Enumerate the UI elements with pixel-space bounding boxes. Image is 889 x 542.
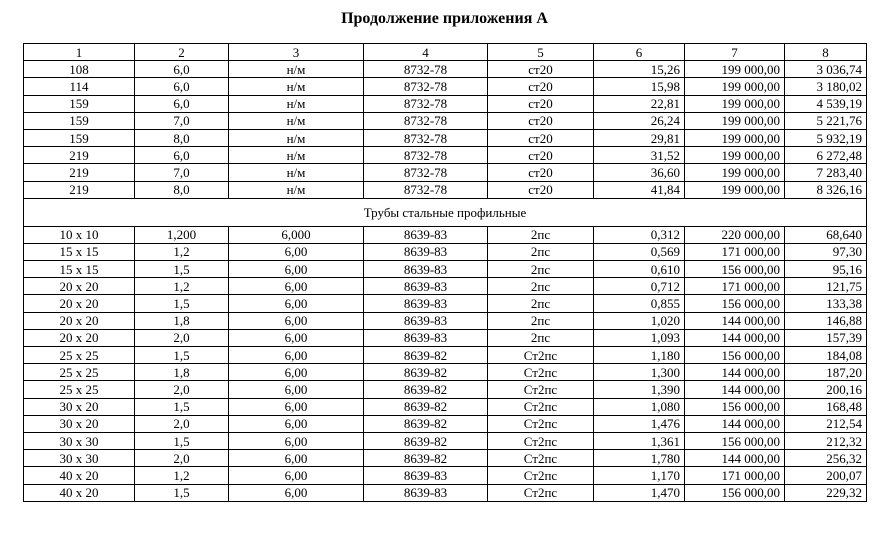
- cell-col3: 6,00: [229, 415, 364, 432]
- cell-col6: 1,020: [594, 312, 685, 329]
- cell-col4: 8639-83: [364, 312, 488, 329]
- cell-col8: 256,32: [785, 450, 867, 467]
- cell-col8: 6 272,48: [785, 147, 867, 164]
- header-row: [24, 44, 867, 61]
- cell-col5: ст20: [488, 129, 594, 146]
- header-cell-col6: 6: [594, 44, 685, 61]
- cell-col8: 133,38: [785, 295, 867, 312]
- cell-col3: н/м: [229, 112, 364, 129]
- cell-col4: 8639-83: [364, 484, 488, 501]
- table-row: [24, 243, 867, 260]
- cell-col1: 25 х 25: [24, 364, 135, 381]
- cell-col8: 212,32: [785, 432, 867, 449]
- cell-col6: 1,476: [594, 415, 685, 432]
- cell-col4: 8732-78: [364, 112, 488, 129]
- cell-col8: 95,16: [785, 261, 867, 278]
- cell-col5: ст20: [488, 112, 594, 129]
- cell-col8: 146,88: [785, 312, 867, 329]
- cell-col5: ст20: [488, 78, 594, 95]
- table-row: [24, 484, 867, 501]
- cell-col1: 20 х 20: [24, 278, 135, 295]
- table-row: [24, 278, 867, 295]
- cell-col1: 30 х 30: [24, 432, 135, 449]
- cell-col4: 8639-83: [364, 243, 488, 260]
- table-row: [24, 129, 867, 146]
- table-row: [24, 295, 867, 312]
- cell-col1: 20 х 20: [24, 312, 135, 329]
- cell-col3: 6,00: [229, 243, 364, 260]
- cell-col6: 15,26: [594, 61, 685, 78]
- cell-col8: 229,32: [785, 484, 867, 501]
- cell-col2: 1,5: [135, 347, 229, 364]
- table-row: [24, 347, 867, 364]
- cell-col7: 144 000,00: [685, 312, 785, 329]
- cell-col6: 1,361: [594, 432, 685, 449]
- cell-col6: 22,81: [594, 95, 685, 112]
- cell-col6: 31,52: [594, 147, 685, 164]
- cell-col1: 159: [24, 129, 135, 146]
- cell-col1: 10 х 10: [24, 226, 135, 243]
- table-row: [24, 432, 867, 449]
- cell-col4: 8639-82: [364, 432, 488, 449]
- cell-col5: Ст2пс: [488, 347, 594, 364]
- cell-col3: 6,00: [229, 381, 364, 398]
- cell-col3: 6,00: [229, 450, 364, 467]
- cell-col6: 1,080: [594, 398, 685, 415]
- cell-col3: 6,000: [229, 226, 364, 243]
- cell-col3: н/м: [229, 61, 364, 78]
- cell-col2: 1,5: [135, 261, 229, 278]
- table-row: [24, 261, 867, 278]
- cell-col7: 156 000,00: [685, 398, 785, 415]
- cell-col2: 2,0: [135, 415, 229, 432]
- cell-col8: 7 283,40: [785, 164, 867, 181]
- cell-col1: 20 х 20: [24, 295, 135, 312]
- cell-col2: 7,0: [135, 112, 229, 129]
- cell-col4: 8732-78: [364, 95, 488, 112]
- cell-col4: 8732-78: [364, 181, 488, 198]
- cell-col6: 1,780: [594, 450, 685, 467]
- cell-col5: 2пс: [488, 261, 594, 278]
- data-table: [23, 43, 867, 502]
- cell-col1: 159: [24, 112, 135, 129]
- cell-col2: 1,5: [135, 398, 229, 415]
- table-row: [24, 364, 867, 381]
- cell-col7: 199 000,00: [685, 129, 785, 146]
- cell-col1: 20 х 20: [24, 329, 135, 346]
- table-row: [24, 467, 867, 484]
- cell-col5: ст20: [488, 61, 594, 78]
- cell-col4: 8639-83: [364, 278, 488, 295]
- cell-col8: 121,75: [785, 278, 867, 295]
- cell-col8: 187,20: [785, 364, 867, 381]
- cell-col1: 219: [24, 181, 135, 198]
- cell-col7: 199 000,00: [685, 78, 785, 95]
- cell-col4: 8639-83: [364, 329, 488, 346]
- cell-col8: 3 180,02: [785, 78, 867, 95]
- cell-col3: 6,00: [229, 467, 364, 484]
- cell-col7: 156 000,00: [685, 347, 785, 364]
- cell-col5: ст20: [488, 164, 594, 181]
- cell-col2: 6,0: [135, 61, 229, 78]
- cell-col1: 30 х 20: [24, 415, 135, 432]
- cell-col6: 0,855: [594, 295, 685, 312]
- cell-col4: 8639-83: [364, 261, 488, 278]
- table-row: [24, 450, 867, 467]
- cell-col6: 1,390: [594, 381, 685, 398]
- cell-col8: 157,39: [785, 329, 867, 346]
- cell-col1: 219: [24, 147, 135, 164]
- cell-col2: 6,0: [135, 95, 229, 112]
- cell-col2: 1,200: [135, 226, 229, 243]
- cell-col6: 1,180: [594, 347, 685, 364]
- cell-col5: 2пс: [488, 312, 594, 329]
- cell-col2: 1,8: [135, 312, 229, 329]
- cell-col4: 8639-82: [364, 347, 488, 364]
- cell-col1: 40 х 20: [24, 484, 135, 501]
- cell-col1: 108: [24, 61, 135, 78]
- cell-col2: 2,0: [135, 329, 229, 346]
- cell-col5: Ст2пс: [488, 484, 594, 501]
- cell-col2: 1,5: [135, 432, 229, 449]
- table-row: [24, 381, 867, 398]
- cell-col4: 8732-78: [364, 78, 488, 95]
- cell-col5: ст20: [488, 95, 594, 112]
- cell-col4: 8732-78: [364, 129, 488, 146]
- cell-col2: 1,5: [135, 295, 229, 312]
- cell-col4: 8639-82: [364, 381, 488, 398]
- cell-col6: 41,84: [594, 181, 685, 198]
- cell-col3: н/м: [229, 129, 364, 146]
- cell-col4: 8639-82: [364, 398, 488, 415]
- header-cell-col7: 7: [685, 44, 785, 61]
- cell-col6: 1,300: [594, 364, 685, 381]
- cell-col6: 0,610: [594, 261, 685, 278]
- cell-col8: 4 539,19: [785, 95, 867, 112]
- cell-col7: 156 000,00: [685, 432, 785, 449]
- cell-col6: 1,170: [594, 467, 685, 484]
- cell-col5: 2пс: [488, 329, 594, 346]
- cell-col7: 199 000,00: [685, 181, 785, 198]
- cell-col3: 6,00: [229, 329, 364, 346]
- cell-col5: 2пс: [488, 295, 594, 312]
- cell-col5: Ст2пс: [488, 415, 594, 432]
- cell-col5: 2пс: [488, 226, 594, 243]
- cell-col2: 1,2: [135, 278, 229, 295]
- cell-col5: ст20: [488, 147, 594, 164]
- cell-col4: 8639-83: [364, 295, 488, 312]
- table-row: [24, 147, 867, 164]
- cell-col1: 159: [24, 95, 135, 112]
- page-title: Продолжение приложения А: [341, 10, 548, 27]
- cell-col7: 144 000,00: [685, 329, 785, 346]
- cell-col1: 15 х 15: [24, 261, 135, 278]
- table-row: [24, 112, 867, 129]
- table-row: [24, 78, 867, 95]
- cell-col5: Ст2пс: [488, 467, 594, 484]
- cell-col7: 156 000,00: [685, 484, 785, 501]
- header-cell-col1: 1: [24, 44, 135, 61]
- cell-col1: 25 х 25: [24, 347, 135, 364]
- cell-col3: 6,00: [229, 398, 364, 415]
- cell-col4: 8639-83: [364, 467, 488, 484]
- cell-col7: 171 000,00: [685, 243, 785, 260]
- cell-col2: 1,8: [135, 364, 229, 381]
- cell-col2: 1,2: [135, 243, 229, 260]
- cell-col8: 200,07: [785, 467, 867, 484]
- cell-col7: 199 000,00: [685, 164, 785, 181]
- cell-col2: 6,0: [135, 147, 229, 164]
- cell-col6: 1,093: [594, 329, 685, 346]
- cell-col1: 30 х 30: [24, 450, 135, 467]
- cell-col6: 0,569: [594, 243, 685, 260]
- cell-col4: 8639-82: [364, 364, 488, 381]
- cell-col1: 114: [24, 78, 135, 95]
- cell-col6: 26,24: [594, 112, 685, 129]
- section-title: Трубы стальные профильные: [24, 198, 867, 226]
- cell-col7: 144 000,00: [685, 415, 785, 432]
- cell-col2: 1,5: [135, 484, 229, 501]
- table-row: [24, 181, 867, 198]
- cell-col3: н/м: [229, 164, 364, 181]
- cell-col7: 156 000,00: [685, 295, 785, 312]
- cell-col7: 171 000,00: [685, 467, 785, 484]
- cell-col1: 15 х 15: [24, 243, 135, 260]
- cell-col2: 8,0: [135, 181, 229, 198]
- cell-col7: 199 000,00: [685, 95, 785, 112]
- cell-col8: 212,54: [785, 415, 867, 432]
- cell-col7: 199 000,00: [685, 112, 785, 129]
- cell-col4: 8732-78: [364, 164, 488, 181]
- table-row: [24, 95, 867, 112]
- table-row: [24, 312, 867, 329]
- cell-col8: 184,08: [785, 347, 867, 364]
- cell-col5: Ст2пс: [488, 398, 594, 415]
- table-row: [24, 329, 867, 346]
- cell-col5: 2пс: [488, 278, 594, 295]
- cell-col8: 3 036,74: [785, 61, 867, 78]
- cell-col8: 5 932,19: [785, 129, 867, 146]
- table-body: [24, 44, 867, 502]
- cell-col3: 6,00: [229, 432, 364, 449]
- cell-col8: 200,16: [785, 381, 867, 398]
- cell-col8: 168,48: [785, 398, 867, 415]
- cell-col7: 220 000,00: [685, 226, 785, 243]
- cell-col7: 171 000,00: [685, 278, 785, 295]
- header-cell-col4: 4: [364, 44, 488, 61]
- cell-col6: 1,470: [594, 484, 685, 501]
- cell-col3: 6,00: [229, 364, 364, 381]
- table-row: [24, 164, 867, 181]
- cell-col6: 0,312: [594, 226, 685, 243]
- header-cell-col2: 2: [135, 44, 229, 61]
- table-row: [24, 61, 867, 78]
- cell-col6: 0,712: [594, 278, 685, 295]
- cell-col3: 6,00: [229, 484, 364, 501]
- cell-col6: 15,98: [594, 78, 685, 95]
- cell-col1: 219: [24, 164, 135, 181]
- cell-col2: 1,2: [135, 467, 229, 484]
- cell-col3: 6,00: [229, 278, 364, 295]
- header-cell-col3: 3: [229, 44, 364, 61]
- cell-col7: 199 000,00: [685, 61, 785, 78]
- cell-col2: 2,0: [135, 381, 229, 398]
- cell-col5: Ст2пс: [488, 450, 594, 467]
- cell-col4: 8639-82: [364, 415, 488, 432]
- header-cell-col5: 5: [488, 44, 594, 61]
- cell-col5: Ст2пс: [488, 381, 594, 398]
- table-row: [24, 226, 867, 243]
- cell-col3: н/м: [229, 181, 364, 198]
- cell-col3: н/м: [229, 95, 364, 112]
- cell-col4: 8732-78: [364, 147, 488, 164]
- cell-col6: 36,60: [594, 164, 685, 181]
- header-cell-col8: 8: [785, 44, 867, 61]
- cell-col3: 6,00: [229, 261, 364, 278]
- cell-col5: ст20: [488, 181, 594, 198]
- cell-col8: 68,640: [785, 226, 867, 243]
- cell-col2: 2,0: [135, 450, 229, 467]
- cell-col7: 144 000,00: [685, 381, 785, 398]
- cell-col3: 6,00: [229, 347, 364, 364]
- cell-col1: 40 х 20: [24, 467, 135, 484]
- cell-col3: н/м: [229, 78, 364, 95]
- cell-col3: н/м: [229, 147, 364, 164]
- cell-col2: 7,0: [135, 164, 229, 181]
- cell-col1: 25 х 25: [24, 381, 135, 398]
- cell-col1: 30 х 20: [24, 398, 135, 415]
- cell-col5: 2пс: [488, 243, 594, 260]
- table-row: [24, 415, 867, 432]
- cell-col4: 8732-78: [364, 61, 488, 78]
- cell-col7: 144 000,00: [685, 364, 785, 381]
- cell-col2: 6,0: [135, 78, 229, 95]
- cell-col7: 144 000,00: [685, 450, 785, 467]
- cell-col6: 29,81: [594, 129, 685, 146]
- cell-col7: 199 000,00: [685, 147, 785, 164]
- cell-col3: 6,00: [229, 312, 364, 329]
- cell-col8: 5 221,76: [785, 112, 867, 129]
- cell-col5: Ст2пс: [488, 364, 594, 381]
- cell-col8: 97,30: [785, 243, 867, 260]
- table-row: [24, 398, 867, 415]
- section-row: [24, 198, 867, 226]
- cell-col7: 156 000,00: [685, 261, 785, 278]
- cell-col2: 8,0: [135, 129, 229, 146]
- cell-col8: 8 326,16: [785, 181, 867, 198]
- cell-col3: 6,00: [229, 295, 364, 312]
- cell-col4: 8639-83: [364, 226, 488, 243]
- cell-col4: 8639-82: [364, 450, 488, 467]
- cell-col5: Ст2пс: [488, 432, 594, 449]
